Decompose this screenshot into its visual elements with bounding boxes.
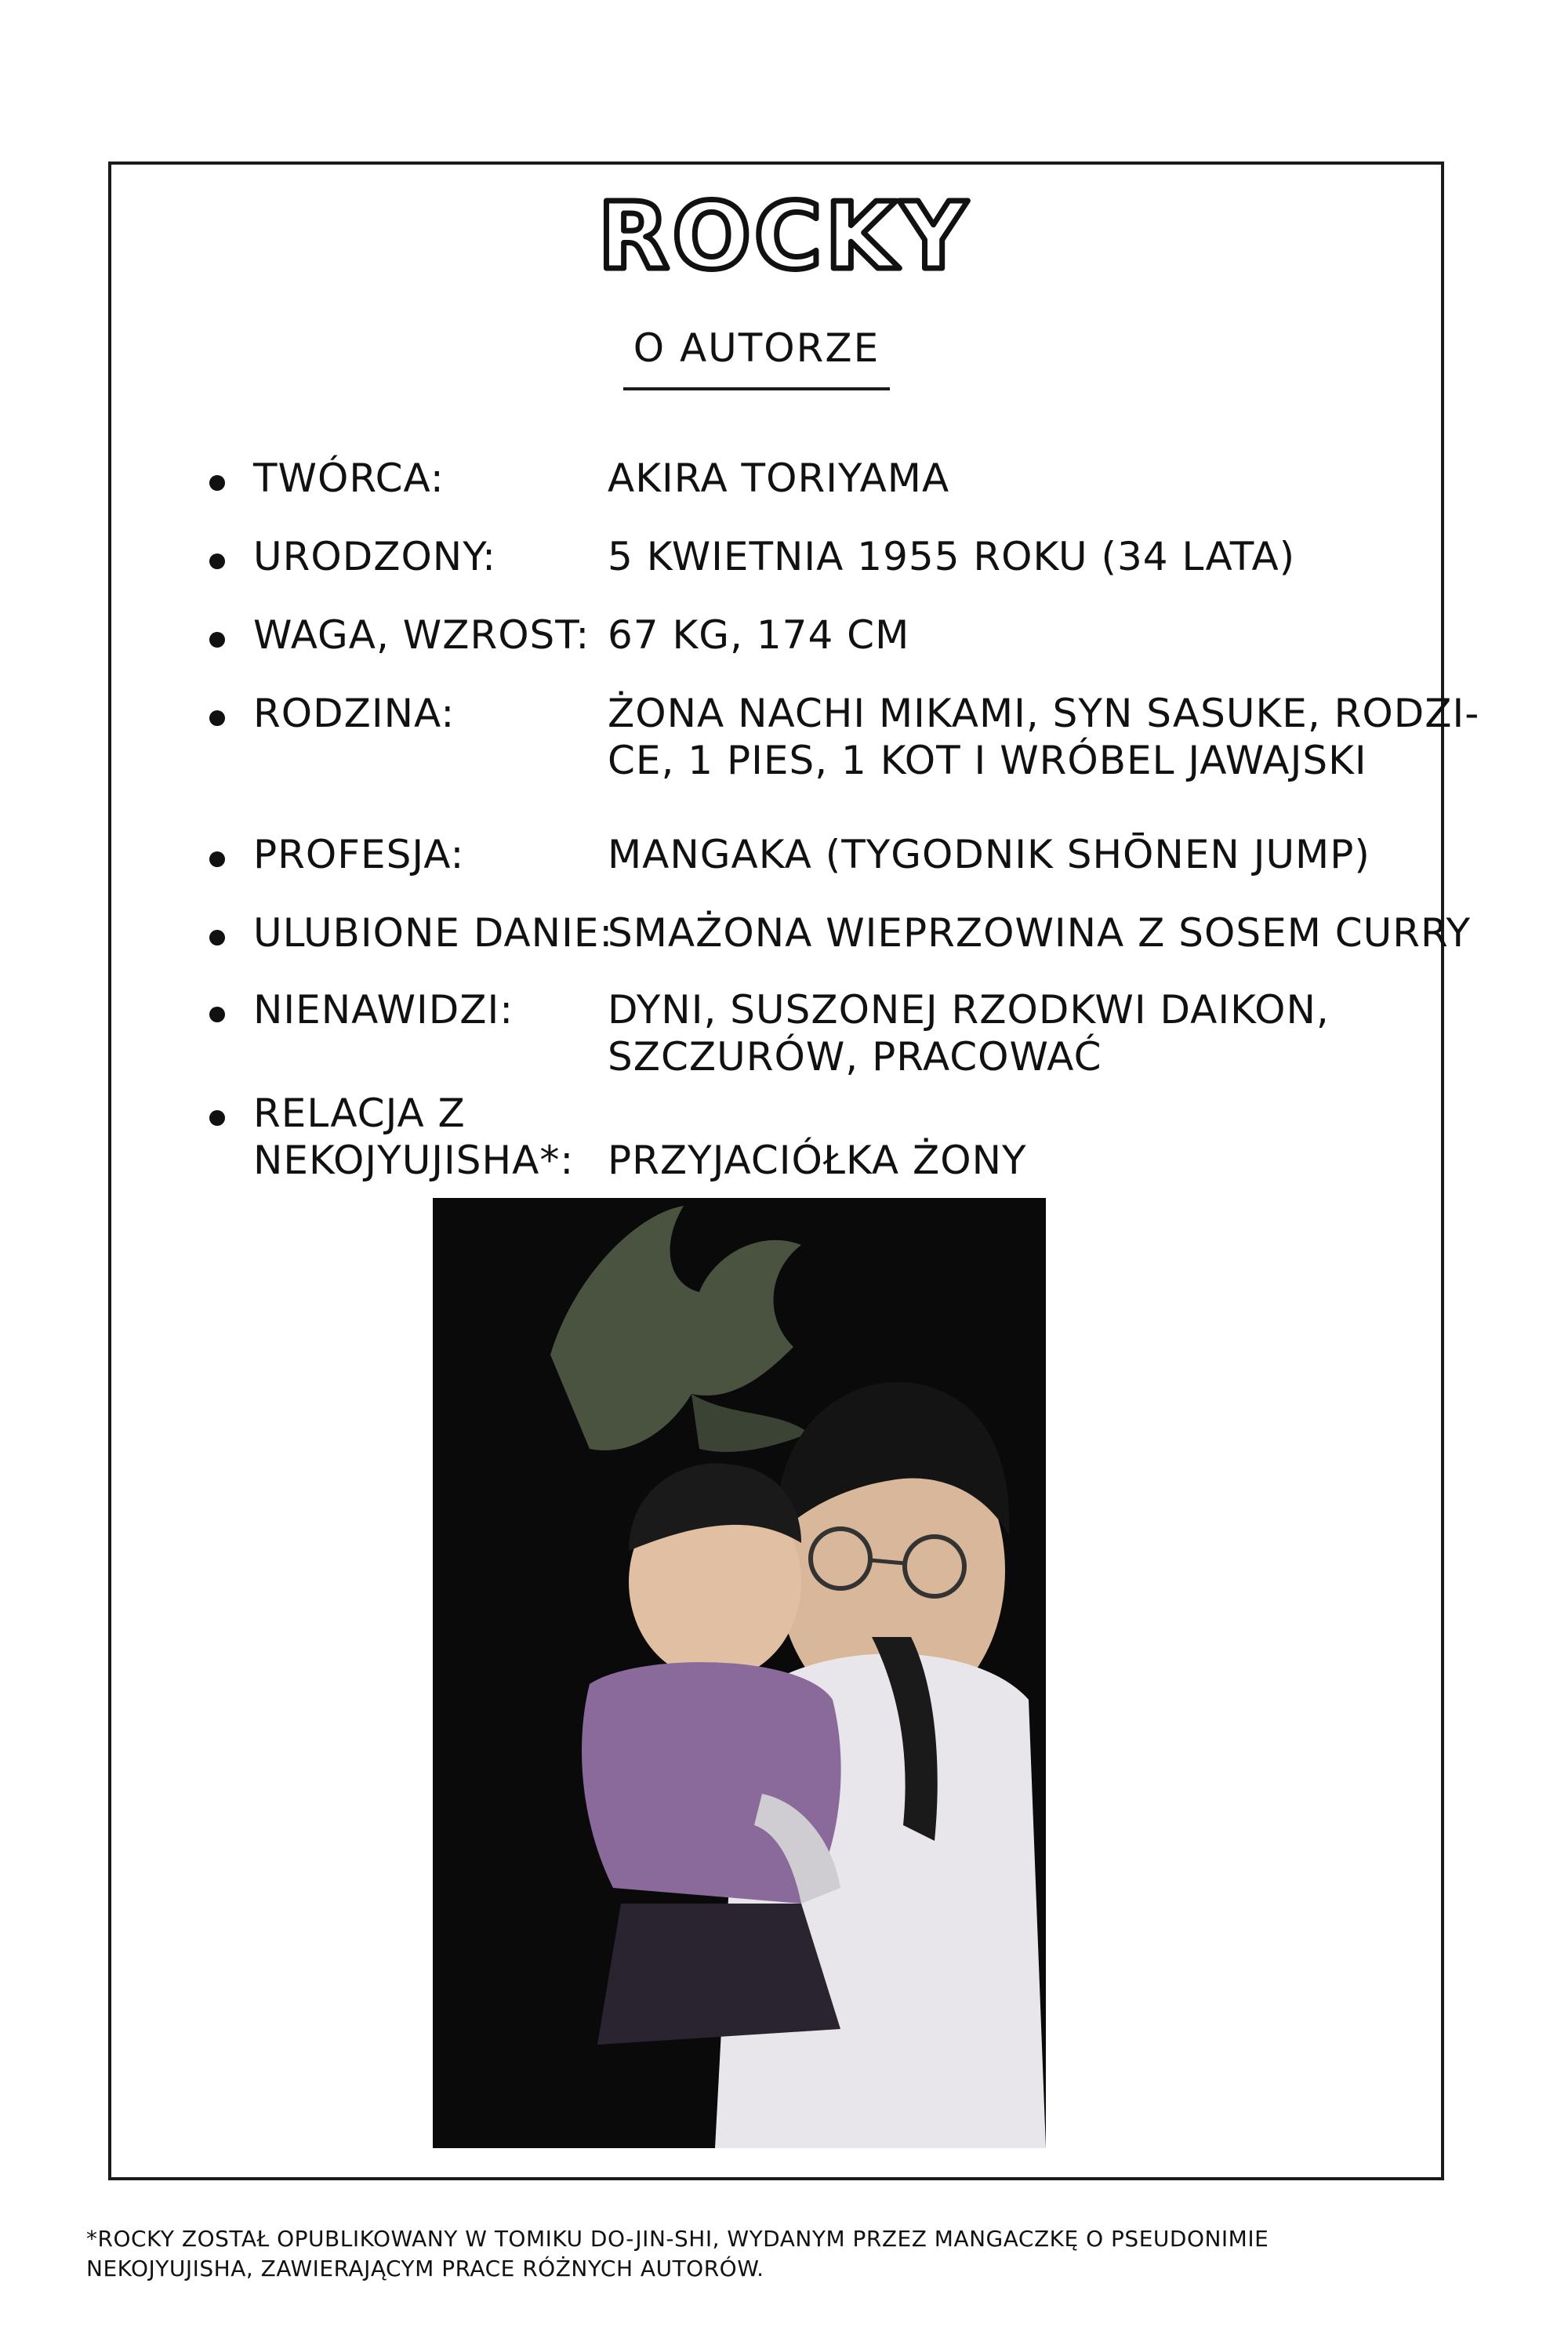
- row-value: [608, 1137, 1027, 1184]
- bullet-icon: [209, 554, 225, 569]
- label-line: NIENAWIDZI:: [253, 987, 514, 1033]
- info-row-hates: [200, 986, 1454, 1096]
- label-line: NEKOJYUJISHA*:: [253, 1138, 575, 1183]
- value-line: DYNI, SUSZONEJ RZODKWI DAIKON,: [608, 987, 1330, 1033]
- bullet-icon: [209, 710, 225, 726]
- footnote-line-2: NEKOJYUJISHA, ZAWIERAJĄCYM PRACE RÓŻNYCH AUTORÓW.: [86, 2256, 764, 2281]
- row-value: [608, 612, 909, 659]
- value-line: AKIRA TORIYAMA: [608, 456, 950, 501]
- row-value: [608, 831, 1370, 878]
- info-row-relation: [200, 1090, 1454, 1200]
- section-title: O AUTORZE: [633, 325, 880, 371]
- bullet-icon: [209, 632, 225, 648]
- row-label: [253, 690, 455, 737]
- row-value: [608, 533, 1295, 580]
- row-label: [253, 455, 445, 502]
- value-line: ŻONA NACHI MIKAMI, SYN SASUKE, RODZI-: [608, 691, 1480, 736]
- bullet-icon: [209, 1110, 225, 1126]
- bullet-icon: [209, 1007, 225, 1022]
- label-line: WAGA, WZROST:: [253, 612, 590, 658]
- label-line: URODZONY:: [253, 534, 496, 579]
- row-value: [608, 455, 949, 502]
- rocky-logo: [549, 180, 1019, 298]
- value-line: PRZYJACIÓŁKA ŻONY: [608, 1138, 1027, 1183]
- value-line: 67 KG, 174 CM: [608, 612, 910, 658]
- author-photo: [433, 1198, 1046, 2148]
- label-line: PROFESJA:: [253, 832, 465, 877]
- row-value: [608, 909, 1471, 956]
- footnote: [86, 2224, 1482, 2284]
- label-line: ULUBIONE DANIE:: [253, 910, 614, 956]
- logo-text: ROCKY: [597, 182, 971, 290]
- value-line: SZCZURÓW, PRACOWAĆ: [608, 1034, 1102, 1080]
- bullet-icon: [209, 851, 225, 867]
- value-line: 5 KWIETNIA 1955 ROKU (34 LATA): [608, 534, 1296, 579]
- value-line: MANGAKA (TYGODNIK SHŌNEN JUMP): [608, 832, 1370, 877]
- row-label: [253, 612, 590, 659]
- row-label: [253, 909, 613, 956]
- label-line: RODZINA:: [253, 691, 456, 736]
- label-line: TWÓRCA:: [253, 456, 445, 501]
- row-label: [253, 1090, 574, 1184]
- row-label: [253, 986, 514, 1033]
- row-value: [608, 986, 1330, 1080]
- value-line: CE, 1 PIES, 1 KOT I WRÓBEL JAWAJSKI: [608, 738, 1367, 783]
- title-underline: [623, 387, 890, 390]
- bullet-icon: [209, 930, 225, 946]
- value-line: SMAŻONA WIEPRZOWINA Z SOSEM CURRY: [608, 910, 1472, 956]
- bullet-icon: [209, 475, 225, 491]
- label-line: RELACJA Z: [253, 1091, 466, 1136]
- row-label: [253, 831, 464, 878]
- info-row-family: [200, 690, 1480, 800]
- row-value: [608, 690, 1479, 784]
- row-label: [253, 533, 496, 580]
- footnote-line-1: *ROCKY ZOSTAŁ OPUBLIKOWANY W TOMIKU DO-JIN-SHI, WYDANYM PRZEZ MANGACZKĘ O PSEUDONIMIE: [86, 2226, 1269, 2252]
